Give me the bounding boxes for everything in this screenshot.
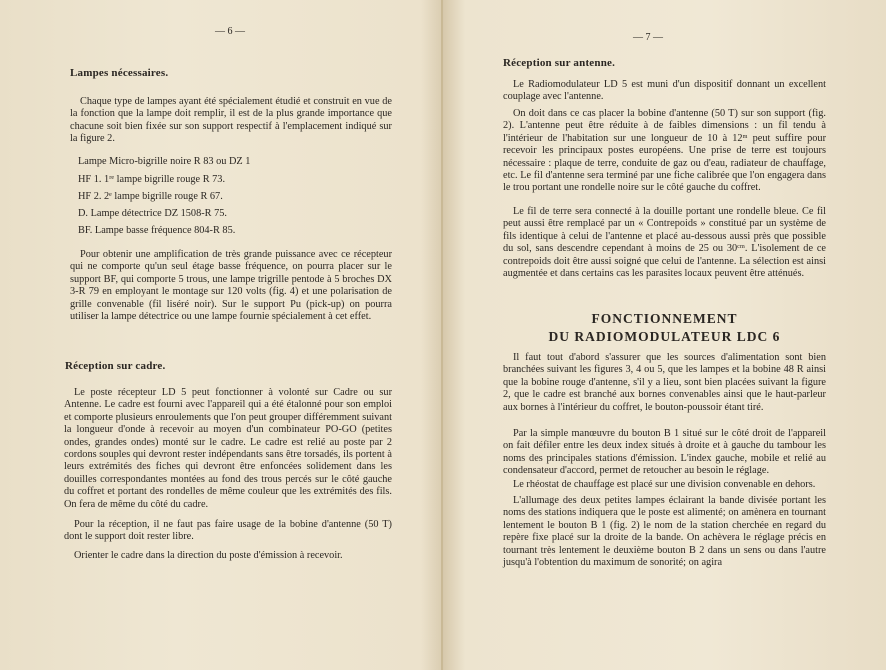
paragraph: Le rhéostat de chauffage est placé sur une division convenable en dehors. bbox=[513, 479, 816, 490]
list-item: HF 1. 1ʳᵉ lampe bigrille rouge R 73. bbox=[78, 174, 226, 185]
paragraph: Pour la réception, il ne faut pas faire usage de la bobine d'antenne (50 T) dont le support doit rester libre. bbox=[64, 519, 392, 543]
paragraph: L'allumage des deux petites lampes éclairant la bande divisée portant les noms des stations indiquera que le poste est alimenté; on amènera en tournant lentement le bouton B 1 (fig. 2) le nom de la station cherchée en regard du repère fixe placé sur la droite de la bande. On achèvera le réglage précis en tournant très lentement le deuxième bouton B 2 dans un sens ou dans l'autre jusqu'à l'obtention du maximum de sonorité; on agira bbox=[503, 495, 826, 569]
paragraph: Le poste récepteur LD 5 peut fonctionner à volonté sur Cadre ou sur Antenne. Le cadre est fourni avec l'appareil qui a été étalonné pour son emploi et comporte plusieurs enroulements que l'on peut grouper différemment suivant la longueur d'onde à recevoir au moyen d'un combinateur PO-GO (petites ondes, grandes ondes) monté sur le cadre. Le cadre est relié au poste par 2 cordons souples qui devront rester indépendants sans être torsadés, ils portent à leurs extrémités des fiches qui devront être enfoncées solidement dans les douilles correspondantes montées au fond des trous percés sur le côté gauche du coffret et portant des rondelles de même couleur que les extrémités des fils. On fera de même du côté du cadre. bbox=[64, 387, 392, 510]
paragraph: Par la simple manœuvre du bouton B 1 situé sur le côté droit de l'appareil on fait défiler entre les deux index situés à droite et à gauche du tambour les noms des principales stations d'émission. L'index gauche, mobile et relié au condensateur d'accord, permet de retoucher au besoin le réglage. bbox=[503, 428, 826, 477]
section-title: DU RADIOMODULATEUR LDC 6 bbox=[548, 329, 781, 344]
paragraph: Il faut tout d'abord s'assurer que les sources d'alimentation sont bien branchées suivant les figures 3, 4 ou 5, que les lampes et la bobine 48 R ainsi que la bobine rouge d'antenne, s'il y a lieu, sont bien placées suivant la figure 2, que le cadre est branché aux bornes convenables ainsi que le haut-parleur aux bornes à l'intérieur du coffret, le bouton-poussoir étant tiré. bbox=[503, 352, 826, 413]
paragraph: Chaque type de lampes ayant été spécialement étudié et construit en vue de la fonction que la lampe doit remplir, il est de la plus grande importance que chacune soit bien fixée sur son support respectif à l'emplacement indiqué sur la figure 2. bbox=[70, 96, 392, 145]
list-item: Lampe Micro-bigrille noire R 83 ou DZ 1 bbox=[78, 156, 251, 167]
list-item: HF 2. 2ᵉ lampe bigrille rouge R 67. bbox=[78, 191, 223, 202]
paragraph: Le Radiomodulateur LD 5 est muni d'un dispositif donnant un excellent couplage avec l'antenne. bbox=[503, 79, 826, 103]
page-number: — 7 — bbox=[633, 32, 663, 43]
paragraph: On doit dans ce cas placer la bobine d'antenne (50 T) sur son support (fig. 2). L'antenne peut être réduite à de faibles dimensions : un fil tendu à l'intérieur de l'habitation sur une longueur de 10 à 12ᵐ peut suffire pour recevoir les principaux postes européens. Une prise de terre est toujours nécessaire : plaque de terre, conduite de gaz ou d'eau, radiateur de chauffage, etc. Le fil d'antenne sera terminé par une fiche calibrée que l'on engagera dans le trou portant une rondelle noire sur le côté gauche du coffret. bbox=[503, 108, 826, 194]
page-right bbox=[443, 0, 886, 670]
list-item: BF. Lampe basse fréquence 804-R 85. bbox=[78, 225, 236, 236]
paragraph: Le fil de terre sera connecté à la douille portant une rondelle bleue. Ce fil peut aussi être remplacé par un « Contrepoids » constitué par un système de fils identique à celui de l'antenne et placé au-dessous aussi près que possible du sol, sans descendre cependant à moins de 25 ou 30ᶜᵐ. L'isolement de ce contrepoids doit être aussi soigné que celui de l'antenne. La sélection est ainsi augmentée et dans certains cas les parasites locaux peuvent être atténués. bbox=[503, 206, 826, 280]
section-title: FONCTIONNEMENT bbox=[591, 311, 738, 326]
heading-antenne: Réception sur antenne. bbox=[503, 57, 616, 69]
paragraph: Pour obtenir une amplification de très grande puissance avec ce récepteur qui ne comporte qu'un seul étage basse fréquence, on pourra placer sur le support BF, qui comporte 5 trous, une lampe trigrille pentode à 5 broches DX 3-R 79 en employant le montage sur 120 volts (fig. 4) et une polarisation de grille convenable (fil liséré noir). Sur le support Pu (pick-up) on pourra utiliser la lampe détectrice ou une lampe fournie spécialement à cet effet. bbox=[70, 249, 392, 323]
heading-cadre: Réception sur cadre. bbox=[65, 360, 166, 372]
paragraph: Orienter le cadre dans la direction du poste d'émission à recevoir. bbox=[74, 550, 343, 561]
heading-lampes: Lampes nécessaires. bbox=[70, 67, 169, 79]
list-item: D. Lampe détectrice DZ 1508-R 75. bbox=[78, 208, 227, 219]
page-number: — 6 — bbox=[215, 26, 245, 37]
